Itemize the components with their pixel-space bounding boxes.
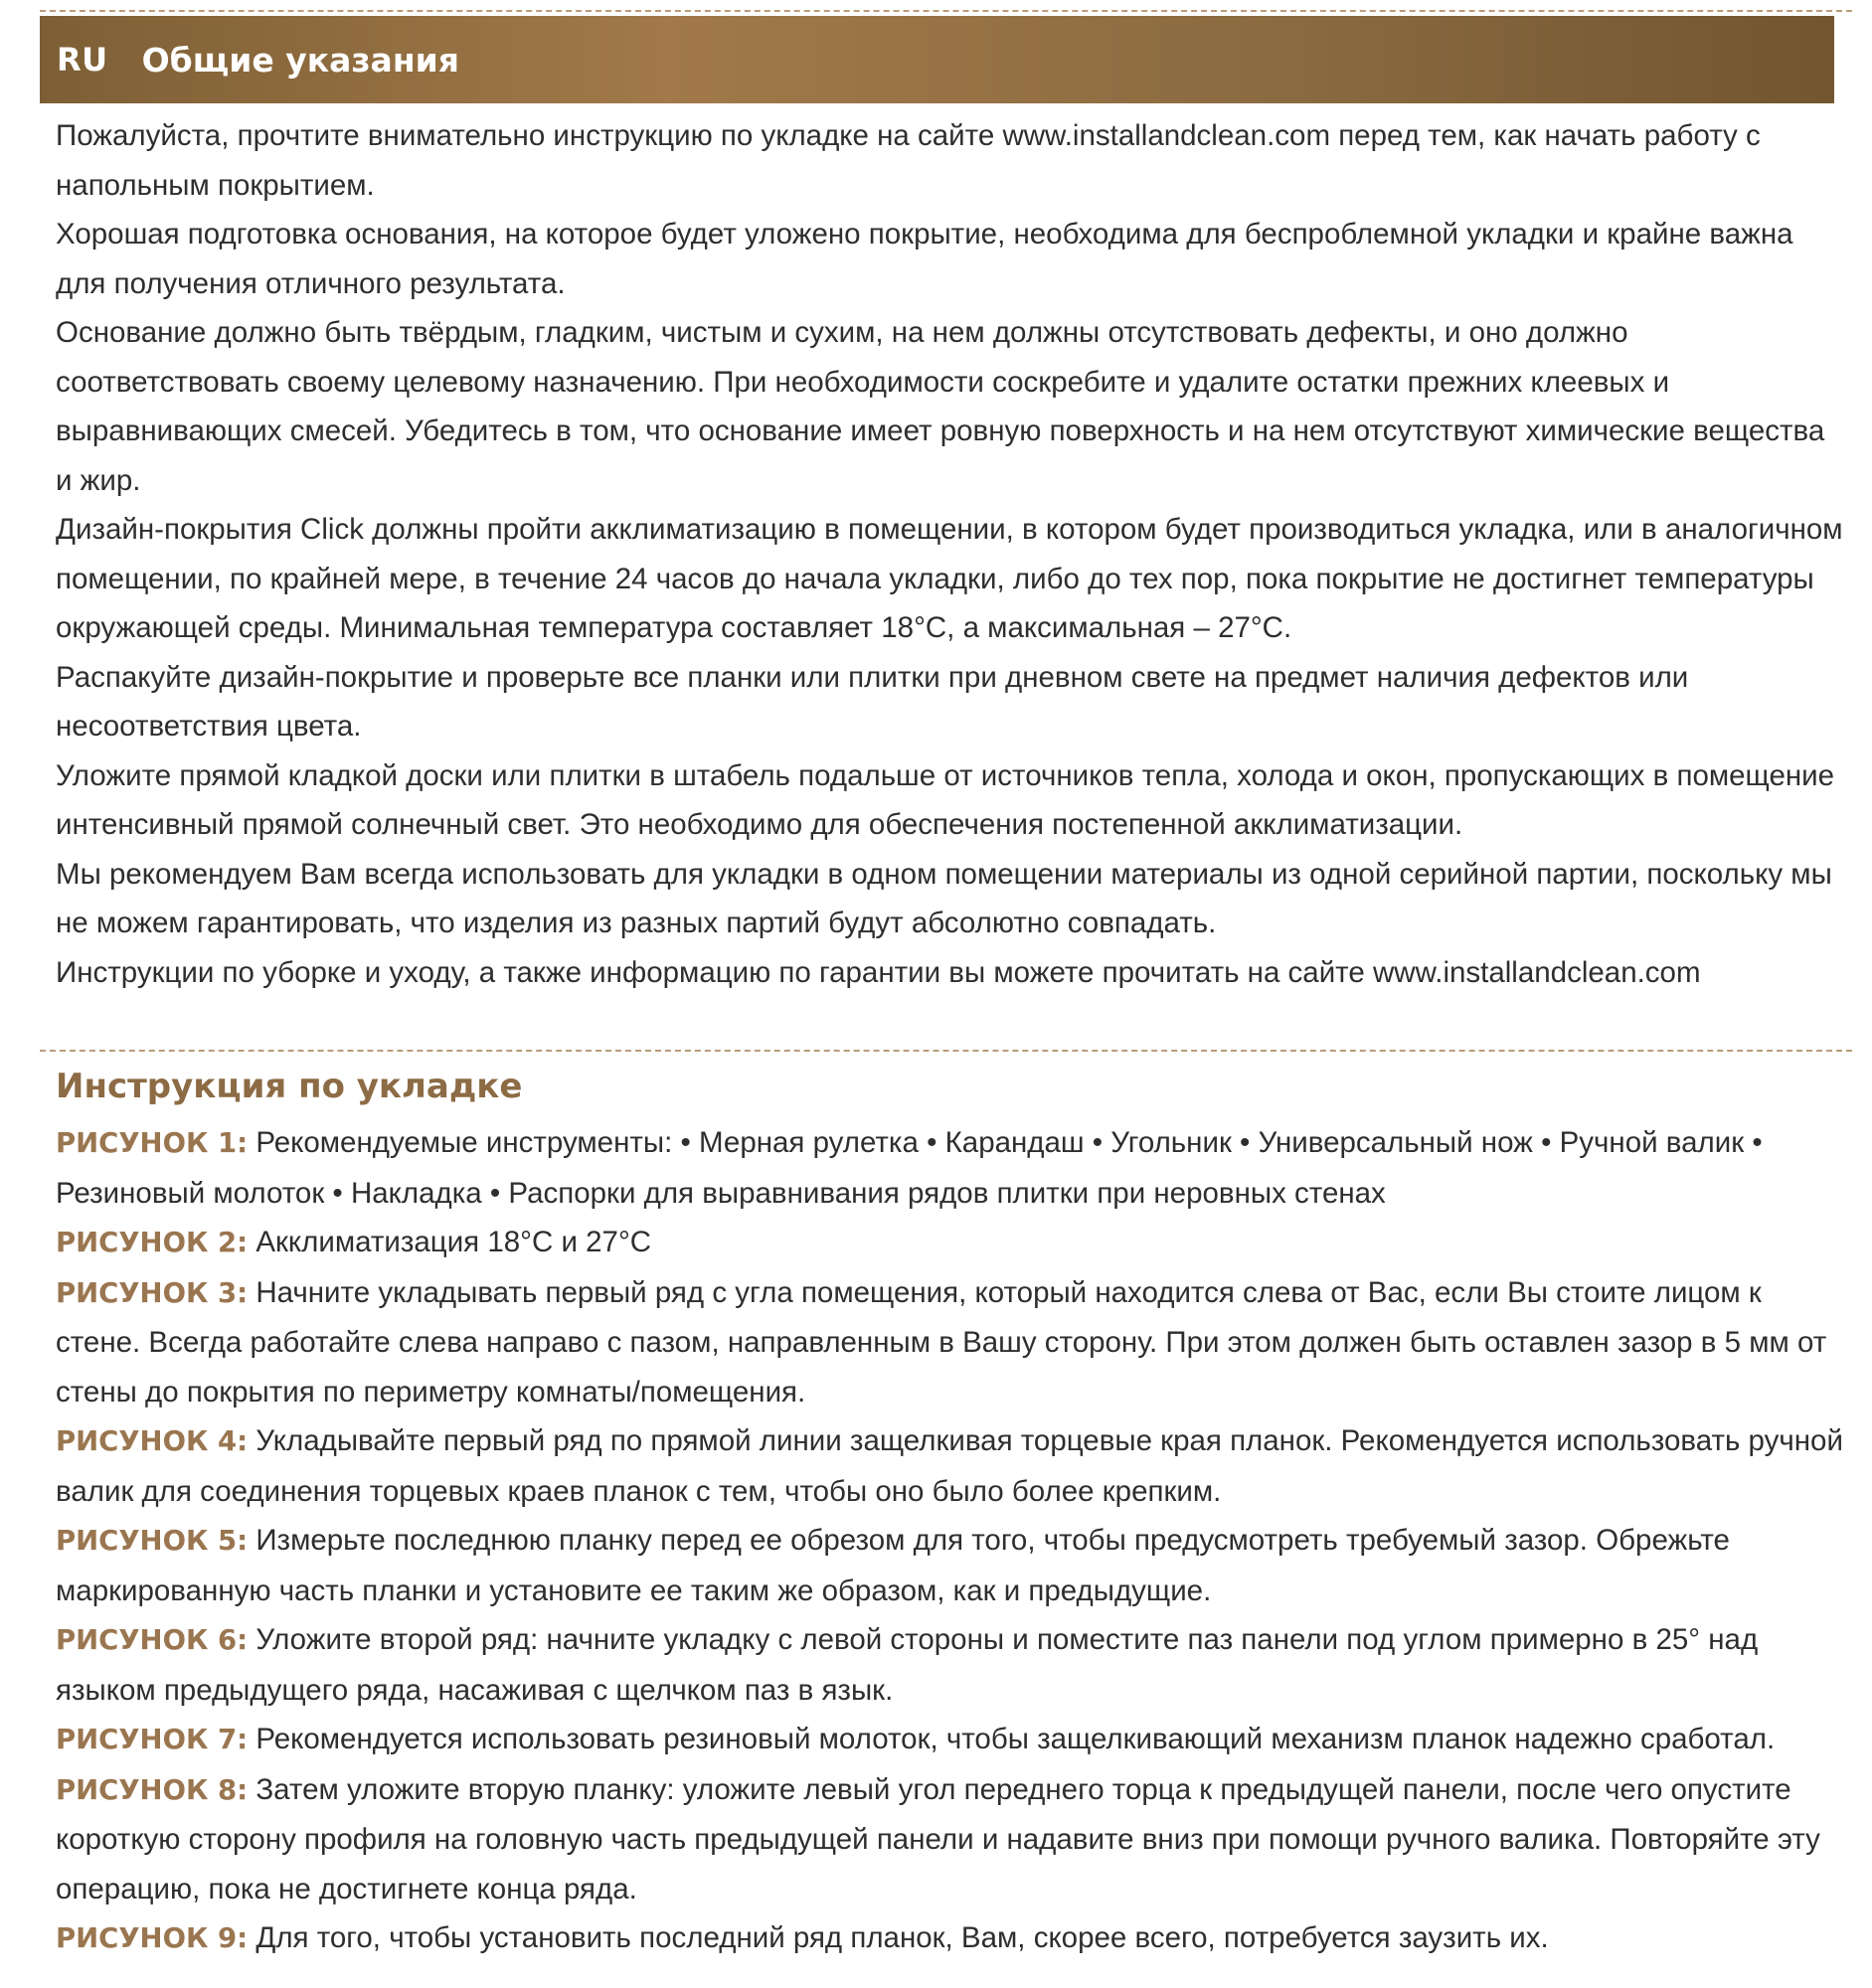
top-dashed-divider (40, 10, 1852, 12)
paragraph: Мы рекомендуем Вам всегда использовать для укладки в одном помещении материалы из одной серийной партии, поскольку мы не можем гарантировать, что изделия из разных партий будут абсолютно совпадать. (56, 857, 1832, 939)
figure-step-1 (56, 1118, 1845, 1218)
figure-step-7 (56, 1715, 1845, 1765)
figure-step-5 (56, 1516, 1845, 1615)
paragraph: Инструкции по уборке и уходу, а также информацию по гарантии вы можете прочитать на сайте www.installandclean.com (56, 955, 1701, 989)
figure-label: РИСУНОК 5: (56, 1525, 249, 1557)
paragraph: Хорошая подготовка основания, на которое будет уложено покрытие, необходима для беспроблемной укладки и крайне важна для получения отличного результата. (56, 218, 1793, 300)
figure-text: Рекомендуемые инструменты: • Мерная рулетка • Карандаш • Угольник • Универсальный нож • Ручной валик • Резиновый молоток • Накладка • Распорки для выравнивания рядов плитки при неровных стенах (56, 1126, 1763, 1210)
installation-title: Инструкция по укладке (56, 1067, 523, 1106)
figure-text: Для того, чтобы установить последний ряд планок, Вам, скорее всего, потребуется заузить их. (248, 1921, 1549, 1954)
general-instructions (56, 111, 1845, 997)
figure-step-6 (56, 1615, 1845, 1715)
paragraph: Уложите прямой кладкой доски или плитки в штабель подальше от источников тепла, холода и окон, пропускающих в помещение интенсивный прямой солнечный свет. Это необходимо для обеспечения постепенной акклиматизации. (56, 758, 1835, 841)
section-title-general: Общие указания (141, 40, 459, 80)
paragraph: Распакуйте дизайн-покрытие и проверьте все планки или плитки при дневном свете на предмет наличия дефектов или несоответствия цвета. (56, 660, 1689, 743)
figure-step-3 (56, 1268, 1845, 1417)
figure-label: РИСУНОК 1: (56, 1127, 249, 1159)
figure-step-2 (56, 1218, 1845, 1268)
figure-text: Затем уложите вторую планку: уложите левый угол переднего торца к предыдущей панели, после чего опустите короткую сторону профиля на головную часть предыдущей панели и надавите вниз при помощи ручного валика. Повторяйте эту операцию, пока не достигнете конца ряда. (56, 1772, 1820, 1905)
figure-text: Измерьте последнюю планку перед ее обрезом для того, чтобы предусмотреть требуемый зазор. Обрежьте маркированную часть планки и установите ее таким же образом, как и предыдущие. (56, 1524, 1730, 1607)
installation-steps (56, 1118, 1845, 1964)
language-code: RU (57, 41, 108, 79)
section-dashed-divider (40, 1050, 1852, 1052)
figure-label: РИСУНОК 7: (56, 1724, 249, 1755)
figure-label: РИСУНОК 8: (56, 1773, 249, 1806)
section-header-bar (40, 16, 1834, 103)
figure-label: РИСУНОК 6: (56, 1624, 249, 1656)
figure-label: РИСУНОК 3: (56, 1276, 249, 1309)
figure-step-4 (56, 1416, 1845, 1516)
figure-step-9 (56, 1913, 1845, 1964)
figure-label: РИСУНОК 4: (56, 1425, 249, 1457)
figure-text: Укладывайте первый ряд по прямой линии защелкивая торцевые края планок. Рекомендуется использовать ручной валик для соединения торцевых краев планок с тем, чтобы оно было более крепким. (56, 1424, 1843, 1508)
figure-text: Начните укладывать первый ряд с угла помещения, который находится слева от Вас, если Вы стоите лицом к стене. Всегда работайте слева направо с пазом, направленным в Вашу сторону. При этом должен быть оставлен зазор в 5 мм от стены до покрытия по периметру комнаты/помещения. (56, 1275, 1827, 1408)
figure-text: Акклиматизация 18°C и 27°C (248, 1226, 652, 1258)
paragraph: Пожалуйста, прочтите внимательно инструкцию по укладке на сайте www.installandclean.com перед тем, как начать работу с напольным покрытием. (56, 119, 1761, 202)
figure-label: РИСУНОК 2: (56, 1227, 249, 1258)
figure-text: Уложите второй ряд: начните укладку с левой стороны и поместите паз панели под углом примерно в 25° над языком предыдущего ряда, насаживая с щелчком паз в язык. (56, 1623, 1759, 1707)
paragraph: Основание должно быть твёрдым, гладким, чистым и сухим, на нем должны отсутствовать дефекты, и оно должно соответствовать своему целевому назначению. При необходимости соскребите и удалите остатки прежних клеевых и выравнивающих смесей. Убедитесь в том, что основание имеет ровную поверхность и на нем отсутствуют химические вещества и жир. (56, 316, 1825, 497)
figure-label: РИСУНОК 9: (56, 1922, 249, 1954)
figure-text: Рекомендуется использовать резиновый молоток, чтобы защелкивающий механизм планок надежно сработал. (248, 1723, 1776, 1755)
figure-step-8 (56, 1765, 1845, 1914)
paragraph: Дизайн-покрытия Click должны пройти акклиматизацию в помещении, в котором будет производиться укладка, или в аналогичном помещении, по крайней мере, в течение 24 часов до начала укладки, либо до тех пор, пока покрытие не достигнет температуры окружающей среды. Минимальная температура составляет 18°C, а максимальная – 27°C. (56, 513, 1843, 644)
